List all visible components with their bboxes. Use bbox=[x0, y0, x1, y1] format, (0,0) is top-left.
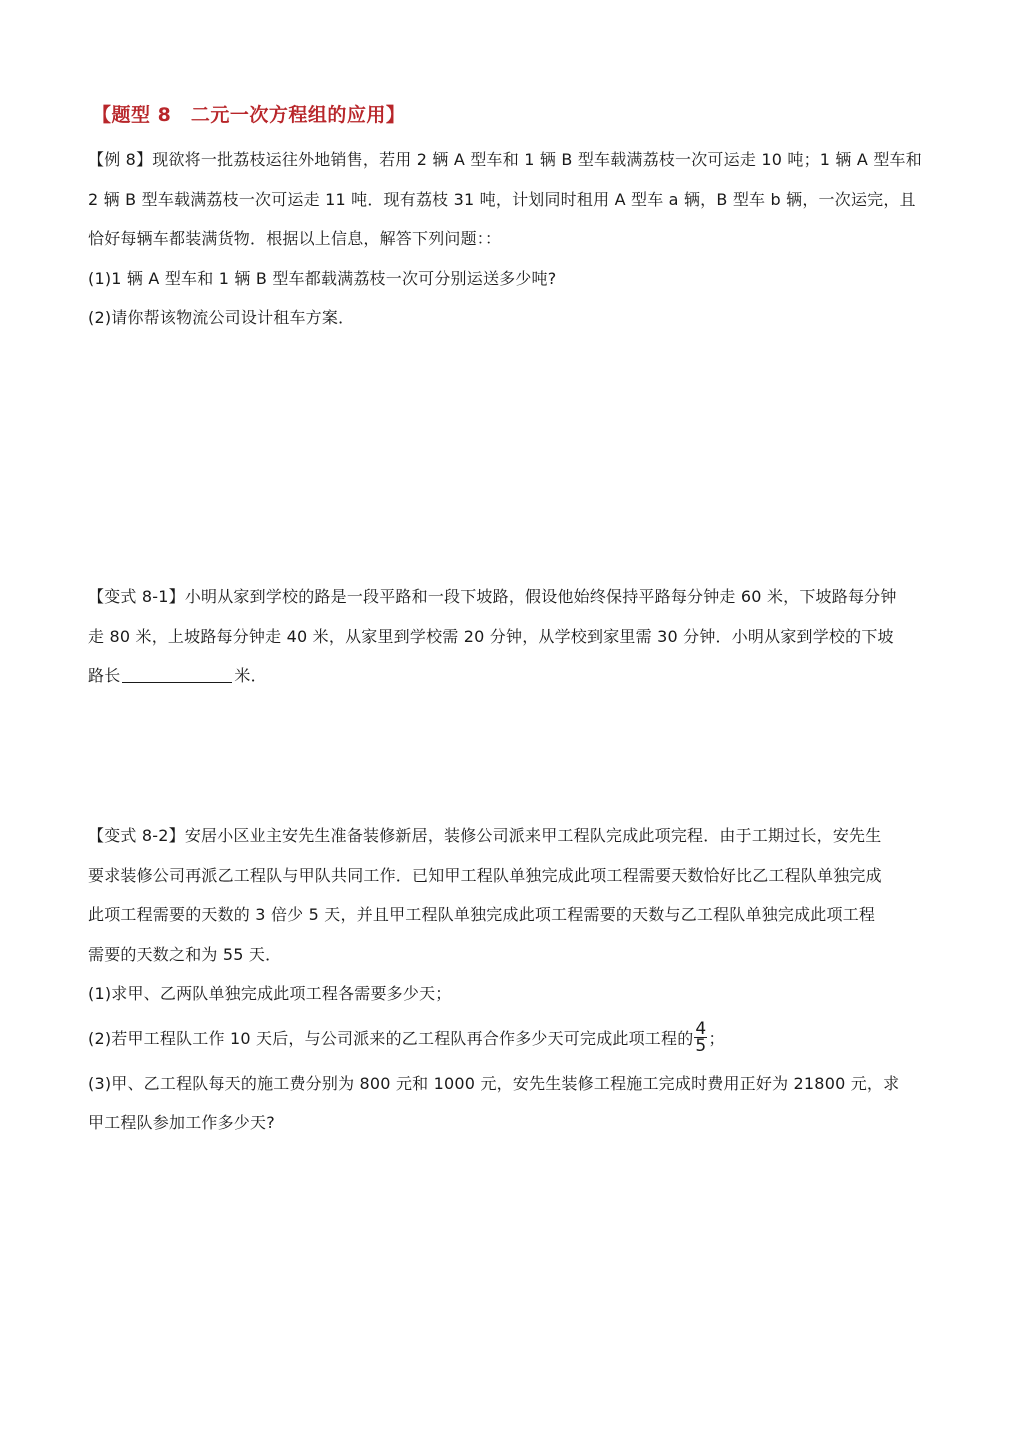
variant2-question-3: (3)甲、乙工程队每天的施工费分别为 800 元和 1000 元，安先生装修工程施工完成时费用正好为 21800 元，求 bbox=[88, 1073, 900, 1093]
variant1-line: 【变式 8-1】小明从家到学校的路是一段平路和一段下坡路，假设他始终保持平路每分钟走 60 米，下坡路每分钟 bbox=[88, 587, 897, 606]
variant2-question-2 bbox=[88, 1014, 940, 1064]
example-question-1: (1)1 辆 A 型车和 1 辆 B 型车都载满荔枝一次可分别运送多少吨? bbox=[88, 268, 557, 288]
variant2-line: 此项工程需要的天数的 3 倍少 5 天，并且甲工程队单独完成此项工程需要的天数与乙工程队单独完成此项工程 bbox=[88, 905, 876, 924]
example-line: 恰好每辆车都装满货物．根据以上信息，解答下列问题：： bbox=[88, 229, 502, 248]
example-8 bbox=[88, 140, 940, 338]
variant-8-2 bbox=[88, 816, 940, 1143]
variant2-line: 【变式 8-2】安居小区业主安先生准备装修新居，装修公司派来甲工程队完成此项完程．由于工期过长，安先生 bbox=[88, 826, 882, 845]
variant2-question-1: (1)求甲、乙两队单独完成此项工程各需要多少天； bbox=[88, 984, 452, 1003]
variant2-question-3-cont: 甲工程队参加工作多少天? bbox=[88, 1113, 275, 1132]
fraction-numerator: 4 bbox=[695, 1018, 707, 1039]
example-line: 【例 8】现欲将一批荔枝运往外地销售，若用 2 辆 A 型车和 1 辆 B 型车载满荔枝一次可运走 10 吨；1 辆 A 型车和 bbox=[88, 150, 922, 169]
example-question-2: (2)请你帮该物流公司设计租车方案． bbox=[88, 308, 355, 327]
example-line: 2 辆 B 型车载满荔枝一次可运走 11 吨．现有荔枝 31 吨，计划同时租用 A 型车 a 辆，B 型车 b 辆，一次运完，且 bbox=[88, 189, 916, 209]
variant2-line: 要求装修公司再派乙工程队与甲队共同工作．已知甲工程队单独完成此项工程需要天数恰好比乙工程队单独完成 bbox=[88, 865, 882, 885]
variant-8-1 bbox=[88, 577, 940, 696]
fraction bbox=[694, 1018, 707, 1056]
section-title: 【题型 8 二元一次方程组的应用】 bbox=[92, 104, 406, 126]
variant1-last-prefix: 路长 bbox=[88, 666, 121, 685]
variant2-line: 需要的天数之和为 55 天． bbox=[88, 944, 282, 964]
variant1-last-suffix: 米． bbox=[234, 666, 267, 685]
variant1-last-line bbox=[88, 656, 940, 696]
variant1-line: 走 80 米，上坡路每分钟走 40 米，从家里到学校需 20 分钟，从学校到家里需 30 分钟．小明从家到学校的下坡 bbox=[88, 626, 894, 646]
fraction-denominator: 5 bbox=[695, 1035, 707, 1056]
q2-prefix: (2)若甲工程队工作 10 天后，与公司派来的乙工程队再合作多少天可完成此项工程的 bbox=[88, 1028, 694, 1048]
q2-suffix: ； bbox=[708, 1028, 725, 1048]
answer-blank bbox=[122, 662, 232, 683]
